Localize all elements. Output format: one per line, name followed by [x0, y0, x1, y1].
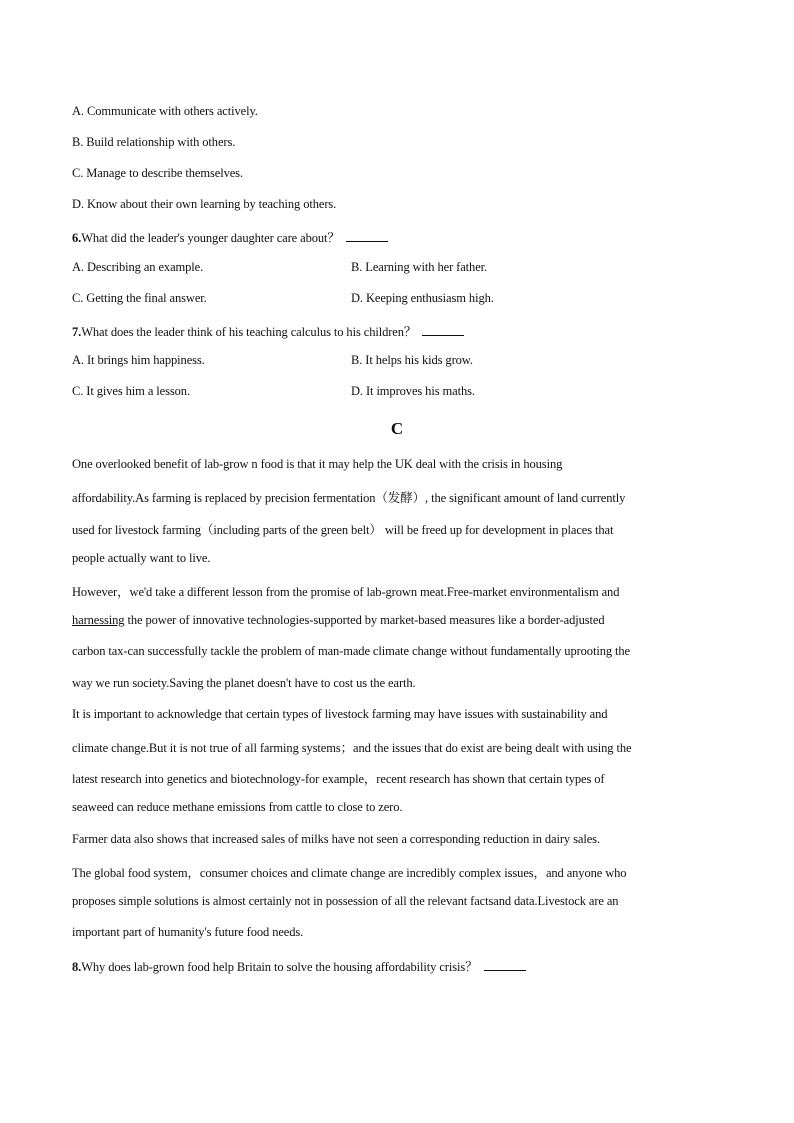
option-5d: D. Know about their own learning by teaching others.: [72, 197, 337, 211]
question-6: [72, 228, 388, 246]
passage-p3-line4: seaweed can reduce methane emissions from cattle to close to zero.: [72, 800, 403, 814]
option-6c: C. Getting the final answer.: [72, 291, 207, 305]
answer-blank-7[interactable]: [422, 325, 464, 336]
passage-p2-line3: carbon tax-can successfully tackle the problem of man-made climate change without fundamentally uprooting the: [72, 644, 630, 658]
passage-p2-line2-rest: the power of innovative technologies-supported by market-based measures like a border-adjusted: [124, 613, 605, 627]
section-heading: C: [390, 419, 404, 438]
answer-blank-8[interactable]: [484, 960, 526, 971]
passage-p5-line2: proposes simple solutions is almost certainly not in possession of all the relevant factsand data.Livestock are an: [72, 894, 619, 908]
passage-p3-line2: climate change.But it is not true of all farming systems；and the issues that do exist are being dealt with using the: [72, 741, 632, 755]
question-8-text: Why does lab-grown food help Britain to solve the housing affordability crisis？: [81, 960, 478, 974]
passage-p1-line3: used for livestock farming（including parts of the green belt） will be freed up for development in places that: [72, 523, 614, 537]
passage-p2-line2: [72, 613, 605, 628]
question-6-number: 6.: [72, 231, 82, 245]
passage-p1-line4: people actually want to live.: [72, 551, 211, 565]
option-7b: B. It helps his kids grow.: [351, 353, 473, 367]
option-6b: B. Learning with her father.: [351, 260, 488, 274]
question-7-text: What does the leader think of his teaching calculus to his children？: [81, 325, 417, 339]
underlined-word: harnessing: [72, 613, 125, 627]
option-7c: C. It gives him a lesson.: [72, 384, 190, 398]
passage-p2-line4: way we run society.Saving the planet doesn't have to cost us the earth.: [72, 676, 416, 690]
passage-p5-line1: The global food system，consumer choices and climate change are incredibly complex issues，and anyone who: [72, 866, 627, 880]
passage-p4-line1: Farmer data also shows that increased sales of milks have not seen a corresponding reduction in dairy sales.: [72, 832, 600, 846]
passage-p5-line3: important part of humanity's future food needs.: [72, 925, 304, 939]
passage-p2-line1: However，we'd take a different lesson from the promise of lab-grown meat.Free-market environmentalism and: [72, 585, 620, 599]
passage-p3-line3: latest research into genetics and biotechnology-for example，recent research has shown that certain types of: [72, 772, 605, 786]
passage-p3-line1: It is important to acknowledge that certain types of livestock farming may have issues with sustainability and: [72, 707, 608, 721]
option-7a: A. It brings him happiness.: [72, 353, 205, 367]
option-6a: A. Describing an example.: [72, 260, 204, 274]
question-8: [72, 957, 526, 975]
answer-blank-6[interactable]: [346, 231, 388, 242]
question-7: [72, 322, 464, 340]
option-5b: B. Build relationship with others.: [72, 135, 236, 149]
question-7-number: 7.: [72, 325, 82, 339]
passage-p1-line2: affordability.As farming is replaced by precision fermentation（发酵）, the significant amount of land currently: [72, 491, 626, 505]
option-5c: C. Manage to describe themselves.: [72, 166, 243, 180]
option-5a: A. Communicate with others actively.: [72, 104, 258, 118]
option-7d: D. It improves his maths.: [351, 384, 475, 398]
question-6-text: What did the leader's younger daughter care about？: [81, 231, 340, 245]
passage-p1-line1: One overlooked benefit of lab-grow n food is that it may help the UK deal with the crisis in housing: [72, 457, 563, 471]
question-8-number: 8.: [72, 960, 82, 974]
option-6d: D. Keeping enthusiasm high.: [351, 291, 494, 305]
